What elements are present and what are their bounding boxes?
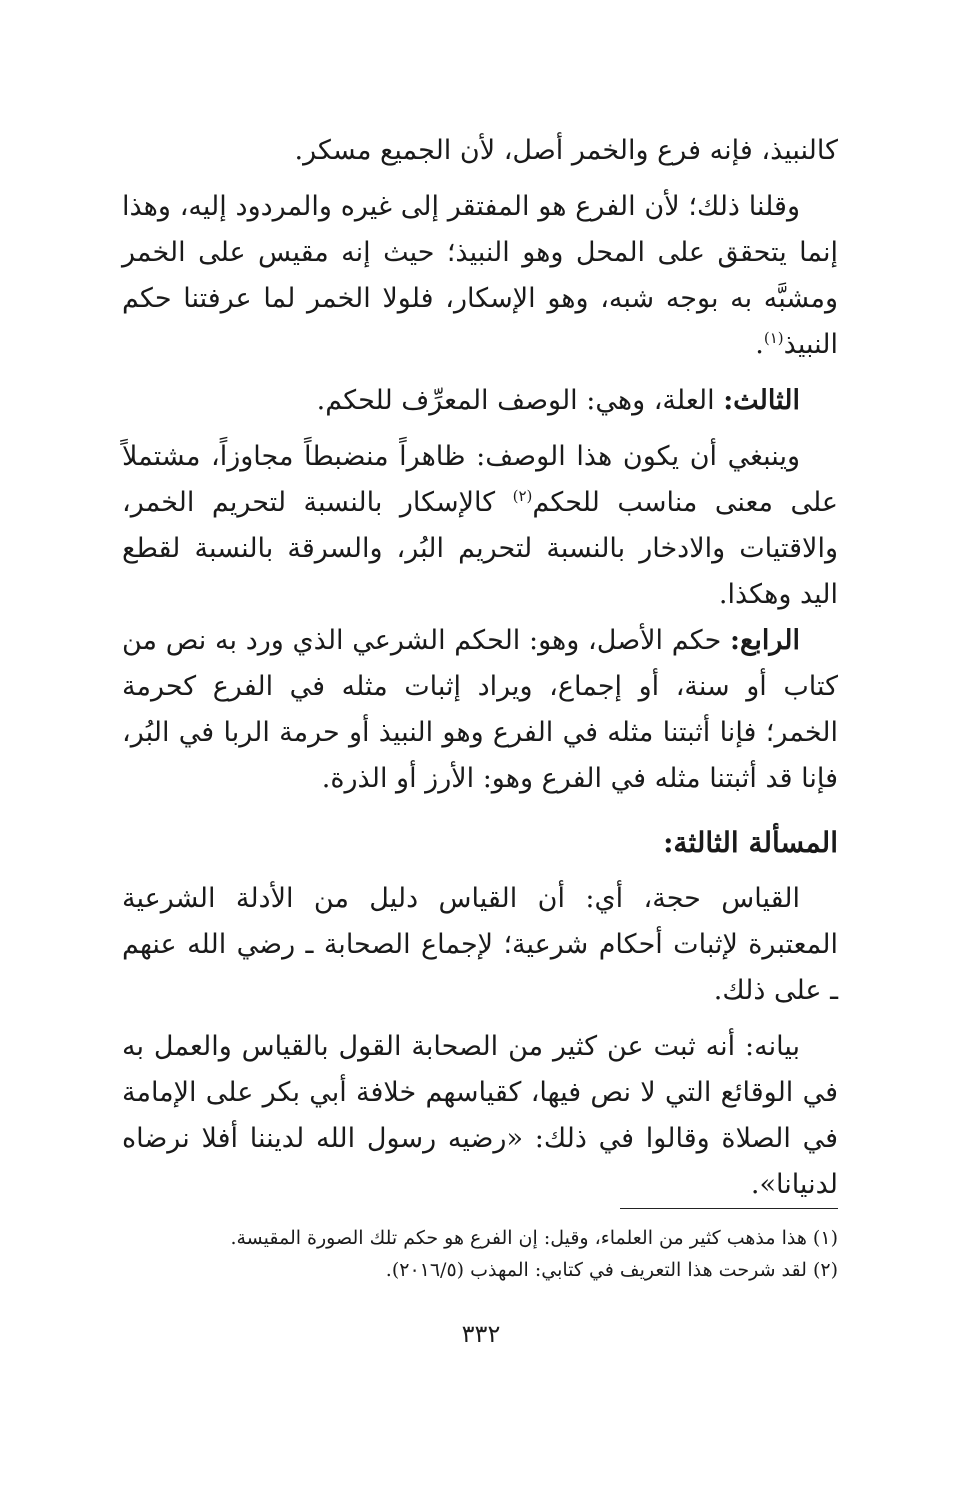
paragraph-2 — [122, 184, 838, 368]
paragraph-3-text: العلة، وهي: الوصف المعرِّف للحكم. — [316, 385, 724, 416]
footnote-divider — [620, 1208, 838, 1209]
footnote-2: (٢) لقد شرحت هذا التعريف في كتابي: المهذب (٢٠١٦/٥). — [385, 1259, 838, 1281]
paragraph-4-text-a: وينبغي أن يكون هذا الوصف: ظاهراً منضبطاً مجاوزاً، مشتملاً على معنى مناسب للحكم — [122, 441, 839, 518]
paragraph-4 — [122, 434, 838, 618]
paragraph-1-text: كالنبيذ، فإنه فرع والخمر أصل، لأن الجميع مسكر. — [294, 135, 838, 166]
paragraph-2-text: وقلنا ذلك؛ لأن الفرع هو المفتقر إلى غيره والمردود إليه، وهذا إنما يتحقق على المحل وهو النبيذ؛ حيث إنه مقيس على الخمر ومشبَّه به بوجه شبه، وهو الإسكار، فلولا الخمر لما عرفتنا حكم النبيذ — [122, 191, 838, 360]
paragraph-4-text-b: كالإسكار بالنسبة لتحريم الخمر، والاقتيات والادخار بالنسبة لتحريم البُر، والسرقة بالنسبة لقطع اليد وهكذا. — [122, 487, 838, 610]
main-text — [122, 128, 838, 1208]
paragraph-7 — [122, 1024, 838, 1208]
paragraph-1 — [122, 128, 838, 174]
section-heading: المسألة الثالثة: — [663, 826, 838, 859]
footnotes — [122, 1222, 838, 1286]
page-number: ٣٣٢ — [461, 1320, 501, 1348]
footnote-1: (١) هذا مذهب كثير من العلماء، وقيل: إن الفرع هو حكم تلك الصورة المقيسة. — [230, 1227, 838, 1249]
paragraph-2-end: . — [755, 329, 764, 360]
paragraph-5-lead: الرابع: — [730, 625, 800, 656]
paragraph-5 — [122, 618, 838, 802]
paragraph-6 — [122, 876, 838, 1014]
paragraph-6-text: القياس حجة، أي: أن القياس دليل من الأدلة الشرعية المعتبرة لإثبات أحكام شرعية؛ لإجماع الصحابة ـ رضي الله عنهم ـ على ذلك. — [122, 883, 838, 1006]
paragraph-5-text: حكم الأصل، وهو: الحكم الشرعي الذي ورد به نص من كتاب أو سنة، أو إجماع، ويراد إثبات مثله في الفرع كحرمة الخمر؛ فإنا أثبتنا مثله في الفرع وهو النبيذ أو حرمة الربا في البُر، فإنا قد أثبتنا مثله في الفرع وهو: الأرز أو الذرة. — [122, 625, 838, 794]
paragraph-3-lead: الثالث: — [723, 385, 800, 416]
footnote-ref-1: (١) — [763, 329, 784, 347]
footnote-ref-2: (٢) — [512, 487, 533, 505]
paragraph-3 — [122, 378, 838, 424]
paragraph-7-text: بيانه: أنه ثبت عن كثير من الصحابة القول بالقياس والعمل به في الوقائع التي لا نص فيها، كقياسهم خلافة أبي بكر على الإمامة في الصلاة وقالوا في ذلك: «رضيه رسول الله لديننا أفلا نرضاه لدنيانا». — [122, 1031, 838, 1200]
